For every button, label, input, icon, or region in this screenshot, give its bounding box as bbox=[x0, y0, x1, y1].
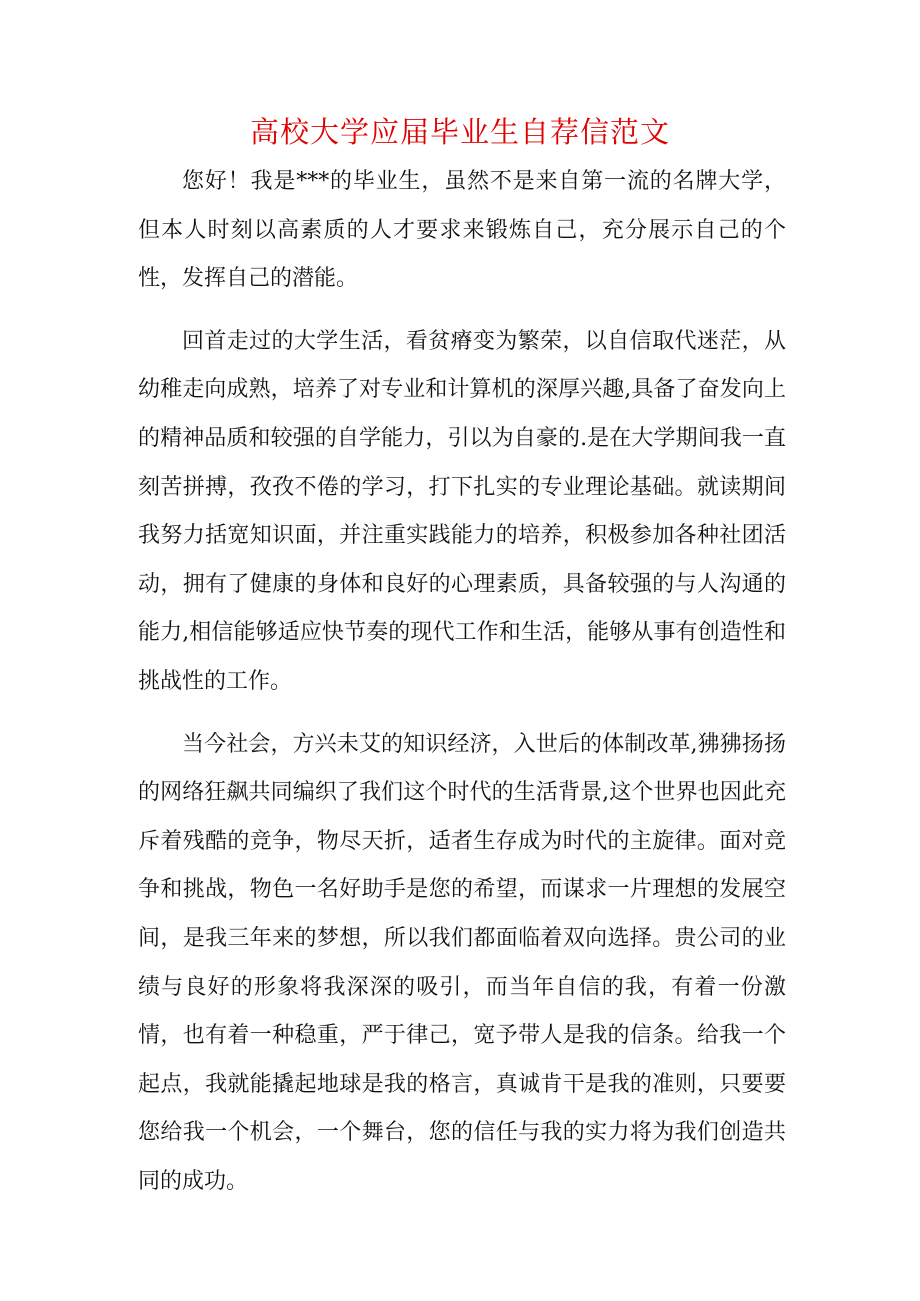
document-title: 高校大学应届毕业生自荐信范文 bbox=[249, 115, 670, 149]
document-body bbox=[138, 158, 786, 1220]
paragraph-society: 当今社会，方兴未艾的知识经济，入世后的体制改革,狒狒扬扬的网络狂飙共同编织了我们这个时代的生活背景,这个世界也因此充斥着残酷的竞争，物尽天折，适者生存成为时代的主旋律。面对竞争和挑战，物色一名好助手是您的希望，而谋求一片理想的发展空间，是我三年来的梦想，所以我们都面临着双向选择。贵公司的业绩与良好的形象将我深深的吸引，而当年自信的我，有着一份激情，也有着一种稳重，严于律己，宽予带人是我的信条。给我一个起点，我就能撬起地球是我的格言，真诚肯干是我的准则，只要要您给我一个机会，一个舞台，您的信任与我的实力将为我们创造共同的成功。 bbox=[138, 731, 786, 1194]
paragraph-college-life: 回首走过的大学生活，看贫瘠变为繁荣，以自信取代迷茫，从幼稚走向成熟，培养了对专业和计算机的深厚兴趣,具备了奋发向上的精神品质和较强的自学能力，引以为自豪的.是在大学期间我一直刻苦拼搏，孜孜不倦的学习，打下扎实的专业理论基础。就读期间我努力括宽知识面，并注重实践能力的培养，积极参加各种社团活动，拥有了健康的身体和良好的心理素质，具备较强的与人沟通的能力,相信能够适应快节奏的现代工作和生活，能够从事有创造性和挑战性的工作。 bbox=[138, 328, 786, 694]
paragraph-greeting: 您好！我是***的毕业生，虽然不是来自第一流的名牌大学，但本人时刻以高素质的人才要求来锻炼自己，充分展示自己的个性，发挥自己的潜能。 bbox=[138, 169, 786, 292]
